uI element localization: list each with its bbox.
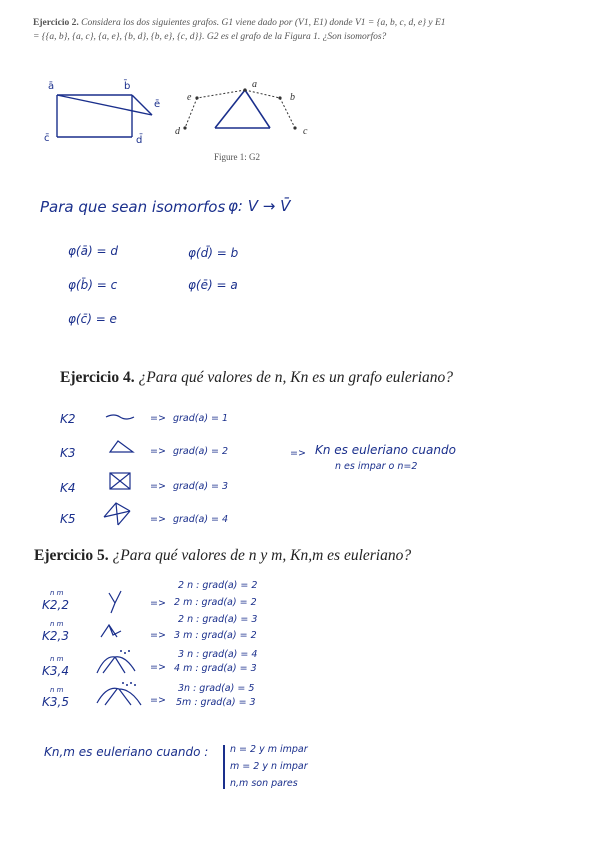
conclusion-bracket <box>223 745 225 789</box>
k35-sketch <box>97 688 141 705</box>
ex5-k23-line2: 3 m : grad(a) = 2 <box>174 630 257 641</box>
ex4-arrow-k5: => <box>150 514 166 525</box>
ex4-label-k4: K4 <box>60 481 76 495</box>
g2-label-e: e <box>187 92 192 103</box>
ex5-k22-line1: 2 n : grad(a) = 2 <box>178 580 258 591</box>
ex5-k23-line1: 2 n : grad(a) = 3 <box>178 614 258 625</box>
ex5-arrow-1: => <box>150 598 166 609</box>
ex5-conclusion: Kn,m es euleriano cuando : <box>44 745 209 759</box>
ex5-case-2: m = 2 y n impar <box>230 761 308 772</box>
ex5-case-1: n = 2 y m impar <box>230 744 308 755</box>
ex4-title <box>60 369 453 387</box>
ex5-k35-line2: 5m : grad(a) = 3 <box>176 697 256 708</box>
g1-label-b: b̄ <box>124 81 131 92</box>
mapping-e: φ(ē) = a <box>188 278 238 292</box>
g2-label-c: c <box>303 126 308 137</box>
ex5-k35-line1: 3n : grad(a) = 5 <box>178 683 255 694</box>
graph-g2 <box>175 78 315 150</box>
ex4-arrow-k2: => <box>150 413 166 424</box>
g2-label-b: b <box>290 92 295 103</box>
k5-sketch <box>104 503 130 525</box>
ex4-conclusion-arrow: => <box>290 448 306 459</box>
g1-label-c: c̄ <box>44 133 50 144</box>
ex5-arrow-2: => <box>150 630 166 641</box>
mapping-d: φ(d̄) = b <box>188 246 239 260</box>
k3-sketch <box>110 441 133 452</box>
ex4-arrow-k4: => <box>150 481 166 492</box>
g1-label-e: ē <box>154 99 161 110</box>
ex5-heading: Ejercicio 5. <box>34 547 109 564</box>
k2-sketch <box>106 415 134 419</box>
ex5-k34-line2: 4 m : grad(a) = 3 <box>174 663 257 674</box>
ex4-question: ¿Para qué valores de n, Kn es un grafo euleriano? <box>138 369 454 386</box>
ex5-bipartite-sketches <box>95 585 145 715</box>
ex5-arrow-4: => <box>150 695 166 706</box>
ex4-heading: Ejercicio 4. <box>60 369 135 386</box>
ex5-case-3: n,m son pares <box>230 778 298 789</box>
k34-sketch <box>97 657 135 673</box>
ex2-heading: Ejercicio 2. <box>33 18 79 28</box>
g2-label-d: d <box>175 126 180 137</box>
ex5-nm-mark-2: n m <box>50 620 64 628</box>
mapping-c: φ(c̄) = e <box>68 312 117 326</box>
ex4-conclusion-line2: n es impar o n=2 <box>335 461 418 472</box>
g1-label-a: ā <box>48 81 55 92</box>
ex5-title <box>34 547 411 565</box>
ex5-k22-line2: 2 m : grad(a) = 2 <box>174 597 257 608</box>
figure-caption: Figure 1: G2 <box>214 152 260 162</box>
k4-sketch <box>110 473 130 489</box>
ex4-arrow-k3: => <box>150 446 166 457</box>
ex4-complete-graph-sketches <box>100 405 145 530</box>
ex2-statement <box>33 16 453 44</box>
ex5-label-k34: K3,4 <box>42 664 69 678</box>
mapping-a: φ(ā) = d <box>68 244 118 258</box>
ex2-text: Considera los dos siguientes grafos. G1 viene dado por (V1, E1) donde V1 = {a, b, c, d, e} y E1 = {{a, b}, {a, c}, {a, e}, {b, d}, {b, e}, {c, d}}. G2 es el grafo de la Figura 1. ¿Son isomorfos? <box>33 18 446 42</box>
ex5-label-k23: K2,3 <box>42 629 69 643</box>
isomorphism-map: φ: V → V̄ <box>228 197 291 215</box>
ex4-label-k3: K3 <box>60 446 76 460</box>
ex4-degree-k5: grad(a) = 4 <box>173 514 229 525</box>
ex5-nm-mark-3: n m <box>50 655 64 663</box>
ex5-label-k22: K2,2 <box>42 598 69 612</box>
ex4-conclusion-line1: Kn es euleriano cuando <box>315 443 456 457</box>
isomorphism-intro: Para que sean isomorfos <box>40 198 226 216</box>
ex4-label-k5: K5 <box>60 512 76 526</box>
graph-g1 <box>40 75 170 150</box>
ex5-arrow-3: => <box>150 662 166 673</box>
g1-label-d: d̄ <box>136 135 143 146</box>
ex5-nm-mark-1: n m <box>50 589 64 597</box>
ex5-k34-line1: 3 n : grad(a) = 4 <box>178 649 258 660</box>
k23-sketch <box>101 625 121 637</box>
mapping-b: φ(b̄) = c <box>68 278 118 292</box>
ex4-degree-k2: grad(a) = 1 <box>173 413 229 424</box>
g2-label-a: a <box>252 79 257 90</box>
ex5-label-k35: K3,5 <box>42 695 69 709</box>
ex5-question: ¿Para qué valores de n y m, Kn,m es euleriano? <box>112 547 412 564</box>
ex5-nm-mark-4: n m <box>50 686 64 694</box>
ex4-label-k2: K2 <box>60 412 76 426</box>
k22-sketch <box>109 591 121 613</box>
ex4-degree-k4: grad(a) = 3 <box>173 481 229 492</box>
ex4-degree-k3: grad(a) = 2 <box>173 446 229 457</box>
